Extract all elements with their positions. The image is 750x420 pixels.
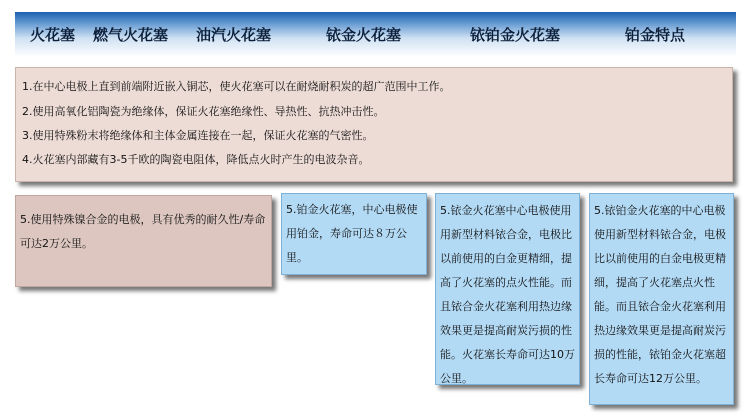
tab-spark-plug[interactable]: 火花塞	[30, 26, 76, 44]
platinum-card-text: 5.铂金火花塞，中心电极使用铂金，寿命可达８万公里。	[286, 203, 418, 264]
feature-item: 1.在中心电极上直到前端附近嵌入铜芯，使火花塞可以在耐烧耐积炭的超广范围中工作。	[22, 80, 451, 93]
platinum-card	[281, 193, 427, 275]
iridium-platinum-card-text: 5.铱铂金火花塞的中心电极使用新型材料铱合金，电极比以前使用的白金电极更精细，提高了火花塞点火性能。而且铱合金火花塞利用热边缘效果更是提高耐炭污损的性能，铱铂金火花塞超长寿命可达12万公里。	[594, 204, 726, 385]
feature-item: 3.使用特殊粉末将绝缘体和主体金属连接在一起，保证火花塞的气密性。	[22, 129, 374, 142]
iridium-platinum-card	[589, 193, 734, 405]
common-features-box	[15, 67, 733, 182]
feature-item: 2.使用高氧化铝陶瓷为绝缘体，保证火花塞绝缘性、导热性、抗热冲击性。	[22, 105, 385, 118]
tab-platinum-features[interactable]: 铂金特点	[625, 26, 686, 44]
nickel-card-text: 5.使用特殊镍合金的电极，具有优秀的耐久性/寿命可达2万公里。	[20, 213, 266, 250]
tab-iridium-platinum-spark-plug[interactable]: 铱铂金火花塞	[470, 26, 561, 44]
tab-gas-spark-plug[interactable]: 燃气火花塞	[93, 26, 169, 44]
iridium-card-text: 5.铱金火花塞中心电极使用用新型材料铱合金，电极比以前使用的白金更精细，提高了火花塞的点火性能。而且铱合金火花塞利用热边缘效果更是提高耐炭污损的性能。火花塞长寿命可达10万公里。	[440, 204, 575, 385]
tab-oil-gas-spark-plug[interactable]: 油汽火花塞	[196, 26, 272, 44]
tab-iridium-spark-plug[interactable]: 铱金火花塞	[326, 26, 402, 44]
nickel-card	[15, 195, 272, 287]
iridium-card	[435, 193, 580, 385]
feature-item: 4.火花塞内部藏有3-5千欧的陶瓷电阻体，降低点火时产生的电波杂音。	[22, 153, 370, 166]
